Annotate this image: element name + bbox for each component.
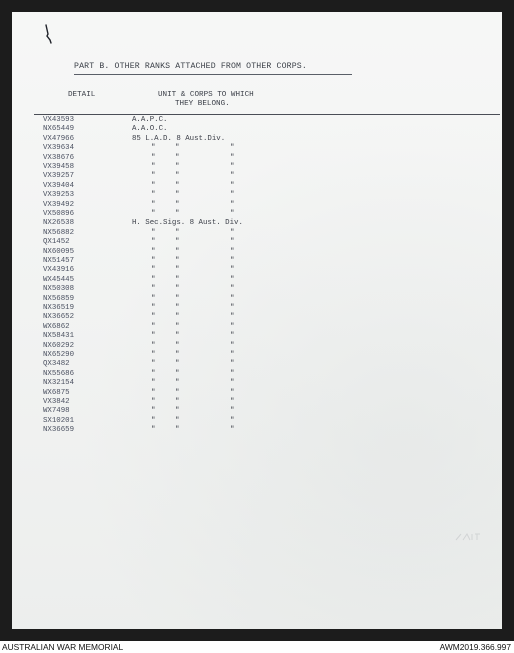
footer-accession-number: AWM2019.366.997 (439, 642, 511, 652)
ditto-mark: " (175, 294, 180, 303)
table-row (12, 390, 502, 399)
ditto-mark: " (151, 351, 156, 359)
table-row (12, 173, 502, 182)
table-row (12, 220, 502, 229)
table-row (12, 380, 502, 389)
service-number: NX56882 (43, 228, 75, 237)
ditto-mark: " (151, 416, 156, 425)
document-page (12, 12, 502, 629)
table-row (12, 418, 502, 427)
service-number: WX6875 (43, 388, 70, 397)
ditto-mark: " (151, 285, 156, 294)
ditto-mark: " (175, 144, 180, 153)
table-row (12, 164, 502, 173)
table-row (12, 286, 502, 295)
service-number: NX65290 (43, 351, 75, 359)
ditto-mark: " (230, 360, 235, 369)
column-header-detail: DETAIL (68, 91, 96, 99)
ditto-mark: " (175, 360, 180, 369)
ditto-mark: " (151, 247, 156, 256)
ditto-mark: " (151, 313, 156, 322)
ditto-mark: " (151, 200, 156, 209)
ditto-mark: " (230, 163, 235, 171)
ditto-mark: " (230, 426, 235, 435)
service-number: NX32154 (43, 379, 75, 388)
table-row (12, 258, 502, 267)
service-number: VX50896 (43, 210, 75, 218)
ditto-mark: " (230, 294, 235, 303)
ditto-mark: " (230, 379, 235, 388)
ditto-mark: " (151, 322, 156, 331)
table-row (12, 399, 502, 408)
ditto-mark: " (230, 266, 235, 275)
ditto-mark: " (175, 172, 180, 181)
ditto-mark: " (230, 172, 235, 181)
table-row (12, 333, 502, 342)
ditto-mark: " (151, 210, 156, 218)
ditto-mark: " (175, 210, 180, 218)
ditto-mark: " (230, 200, 235, 209)
table-row (12, 230, 502, 239)
service-number: VX47966 (43, 134, 75, 143)
service-number: NX58431 (43, 332, 75, 341)
unit-corps: 85 L.A.D. 8 Aust.Div. (132, 134, 226, 143)
ditto-mark: " (175, 426, 180, 435)
ditto-mark: " (151, 163, 156, 171)
footer-institution: AUSTRALIAN WAR MEMORIAL (2, 642, 124, 652)
ditto-mark: " (175, 163, 180, 171)
ditto-mark: " (151, 191, 156, 200)
table-row (12, 296, 502, 305)
ditto-mark: " (230, 257, 235, 265)
ditto-mark: " (175, 304, 180, 312)
faint-bleed-mark (455, 532, 481, 542)
table-row (12, 314, 502, 323)
ditto-mark: " (175, 369, 180, 378)
table-row (12, 126, 502, 135)
ditto-mark: " (175, 238, 180, 247)
ditto-mark: " (151, 398, 156, 406)
table-row (12, 136, 502, 145)
ditto-mark: " (175, 181, 180, 190)
service-number: VX39458 (43, 163, 75, 171)
ditto-mark: " (151, 181, 156, 190)
service-number: NX56859 (43, 294, 75, 303)
ditto-mark: " (151, 144, 156, 153)
column-header-unit-line2: THEY BELONG. (175, 100, 230, 108)
ditto-mark: " (151, 426, 156, 435)
ditto-mark: " (151, 266, 156, 275)
ditto-mark: " (230, 191, 235, 200)
ditto-mark: " (151, 294, 156, 303)
table-row (12, 249, 502, 258)
ditto-mark: " (175, 388, 180, 397)
ditto-mark: " (151, 238, 156, 247)
table-row (12, 408, 502, 417)
table-row (12, 324, 502, 333)
service-number: WX45445 (43, 275, 75, 284)
service-number: VX43916 (43, 266, 75, 275)
ditto-mark: " (175, 407, 180, 416)
ditto-mark: " (175, 416, 180, 425)
ditto-mark: " (175, 341, 180, 350)
ditto-mark: " (151, 369, 156, 378)
ditto-mark: " (151, 153, 156, 162)
ditto-mark: " (175, 228, 180, 237)
service-number: NX60292 (43, 341, 75, 350)
ditto-mark: " (230, 153, 235, 162)
ditto-mark: " (151, 341, 156, 350)
service-number: NX51457 (43, 257, 75, 265)
ditto-mark: " (151, 172, 156, 181)
column-header-unit-line1: UNIT & CORPS TO WHICH (158, 91, 254, 99)
service-number: WX7498 (43, 407, 70, 416)
unit-corps: H. Sec.Sigs. 8 Aust. Div. (132, 219, 243, 228)
unit-corps: A.A.O.C. (132, 125, 168, 134)
table-row (12, 117, 502, 126)
ditto-mark: " (230, 332, 235, 341)
service-number: NX26538 (43, 219, 75, 228)
ditto-mark: " (230, 285, 235, 294)
ditto-mark: " (175, 191, 180, 200)
service-number: NX36659 (43, 426, 75, 435)
ditto-mark: " (175, 332, 180, 341)
table-row (12, 305, 502, 314)
ditto-mark: " (230, 238, 235, 247)
table-row (12, 183, 502, 192)
ditto-mark: " (151, 275, 156, 284)
ditto-mark: " (151, 332, 156, 341)
service-number: SX10201 (43, 416, 75, 425)
service-number: VX38676 (43, 153, 75, 162)
table-row (12, 267, 502, 276)
ditto-mark: " (175, 275, 180, 284)
ditto-mark: " (151, 407, 156, 416)
service-number: VX39404 (43, 181, 75, 190)
service-number: VX43593 (43, 116, 75, 124)
service-number: VX3842 (43, 398, 70, 406)
service-number: NX55686 (43, 369, 75, 378)
ditto-mark: " (175, 398, 180, 406)
heading-underline (74, 74, 352, 75)
service-number: VX39253 (43, 191, 75, 200)
ditto-mark: " (151, 388, 156, 397)
service-number: QX3482 (43, 360, 70, 369)
ditto-mark: " (230, 144, 235, 153)
ditto-mark: " (175, 266, 180, 275)
table-row (12, 239, 502, 248)
ditto-mark: " (230, 322, 235, 331)
ditto-mark: " (175, 322, 180, 331)
ditto-mark: " (175, 285, 180, 294)
table-row (12, 211, 502, 220)
ditto-mark: " (230, 275, 235, 284)
ditto-mark: " (230, 304, 235, 312)
ditto-mark: " (230, 341, 235, 350)
ditto-mark: " (151, 304, 156, 312)
table-row (12, 352, 502, 361)
document-heading: PART B. OTHER RANKS ATTACHED FROM OTHER CORPS. (74, 62, 307, 71)
unit-corps: A.A.P.C. (132, 116, 168, 124)
table-row (12, 361, 502, 370)
ditto-mark: " (175, 313, 180, 322)
table-row (12, 155, 502, 164)
service-number: NX50308 (43, 285, 75, 294)
header-rule (34, 114, 500, 115)
ditto-mark: " (151, 360, 156, 369)
pen-mark (45, 24, 53, 44)
table-row (12, 277, 502, 286)
ditto-mark: " (230, 247, 235, 256)
ditto-mark: " (175, 379, 180, 388)
service-number: NX60095 (43, 247, 75, 256)
service-number: NX36652 (43, 313, 75, 322)
ditto-mark: " (230, 210, 235, 218)
service-number: WX6862 (43, 322, 70, 331)
ditto-mark: " (175, 247, 180, 256)
ditto-mark: " (230, 181, 235, 190)
ditto-mark: " (151, 379, 156, 388)
table-row (12, 192, 502, 201)
service-number: NX65449 (43, 125, 75, 134)
ditto-mark: " (230, 369, 235, 378)
ditto-mark: " (230, 313, 235, 322)
service-number: QX1452 (43, 238, 70, 247)
ditto-mark: " (230, 407, 235, 416)
table-row (12, 427, 502, 436)
ditto-mark: " (151, 228, 156, 237)
ditto-mark: " (151, 257, 156, 265)
table-row (12, 145, 502, 154)
ditto-mark: " (175, 257, 180, 265)
ditto-mark: " (175, 200, 180, 209)
ditto-mark: " (175, 351, 180, 359)
ditto-mark: " (230, 351, 235, 359)
service-number: VX39634 (43, 144, 75, 153)
service-number: VX39257 (43, 172, 75, 181)
ditto-mark: " (230, 416, 235, 425)
ditto-mark: " (230, 398, 235, 406)
table-row (12, 371, 502, 380)
service-number: NX36519 (43, 304, 75, 312)
ditto-mark: " (230, 228, 235, 237)
table-row (12, 202, 502, 211)
table-row (12, 343, 502, 352)
service-number: VX39492 (43, 200, 75, 209)
ditto-mark: " (230, 388, 235, 397)
ditto-mark: " (175, 153, 180, 162)
